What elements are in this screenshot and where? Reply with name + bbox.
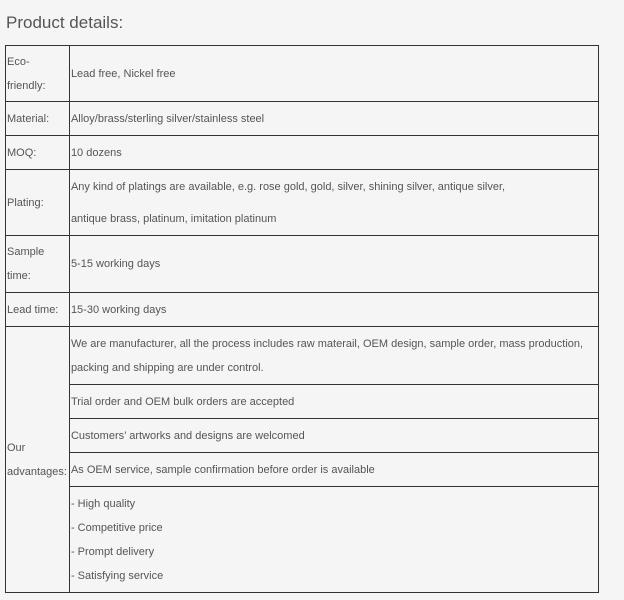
row-label: Our advantages: xyxy=(6,327,70,593)
advantage-item: We are manufacturer, all the process includes raw materail, OEM design, sample order, mass production, packing and shipping are under control. xyxy=(69,327,598,385)
table-row-advantages xyxy=(6,385,599,419)
page-title: Product details: xyxy=(6,13,124,32)
table-row-material xyxy=(6,102,599,136)
product-details-table xyxy=(5,45,599,593)
table-row-advantages xyxy=(6,327,599,385)
table-row-sample-time xyxy=(6,236,599,293)
table-row-advantages xyxy=(6,453,599,487)
advantage-item: - High quality - Competitive price - Prompt delivery - Satisfying service xyxy=(69,487,598,593)
table-row-plating xyxy=(6,170,599,236)
row-value: 15-30 working days xyxy=(69,293,598,327)
advantage-item: Customers’ artworks and designs are welcomed xyxy=(69,419,598,453)
table-row-moq xyxy=(6,136,599,170)
row-label: Sample time: xyxy=(6,236,70,293)
row-label: Lead time: xyxy=(6,293,70,327)
row-value: Alloy/brass/sterling silver/stainless steel xyxy=(69,102,598,136)
row-value: 5-15 working days xyxy=(69,236,598,293)
row-value: 10 dozens xyxy=(69,136,598,170)
table-row-lead-time xyxy=(6,293,599,327)
row-label: Eco-friendly: xyxy=(6,46,70,102)
row-label: MOQ: xyxy=(6,136,70,170)
advantage-item: Trial order and OEM bulk orders are accepted xyxy=(69,385,598,419)
table-row-eco-friendly xyxy=(6,46,599,102)
row-value: Any kind of platings are available, e.g. rose gold, gold, silver, shining silver, antique silver, antique brass, platinum, imitation platinum xyxy=(69,170,598,236)
row-label: Material: xyxy=(6,102,70,136)
advantage-item: As OEM service, sample confirmation before order is available xyxy=(69,453,598,487)
table-row-advantages xyxy=(6,487,599,593)
table-row-advantages xyxy=(6,419,599,453)
row-value: Lead free, Nickel free xyxy=(69,46,598,102)
row-label: Plating: xyxy=(6,170,70,236)
